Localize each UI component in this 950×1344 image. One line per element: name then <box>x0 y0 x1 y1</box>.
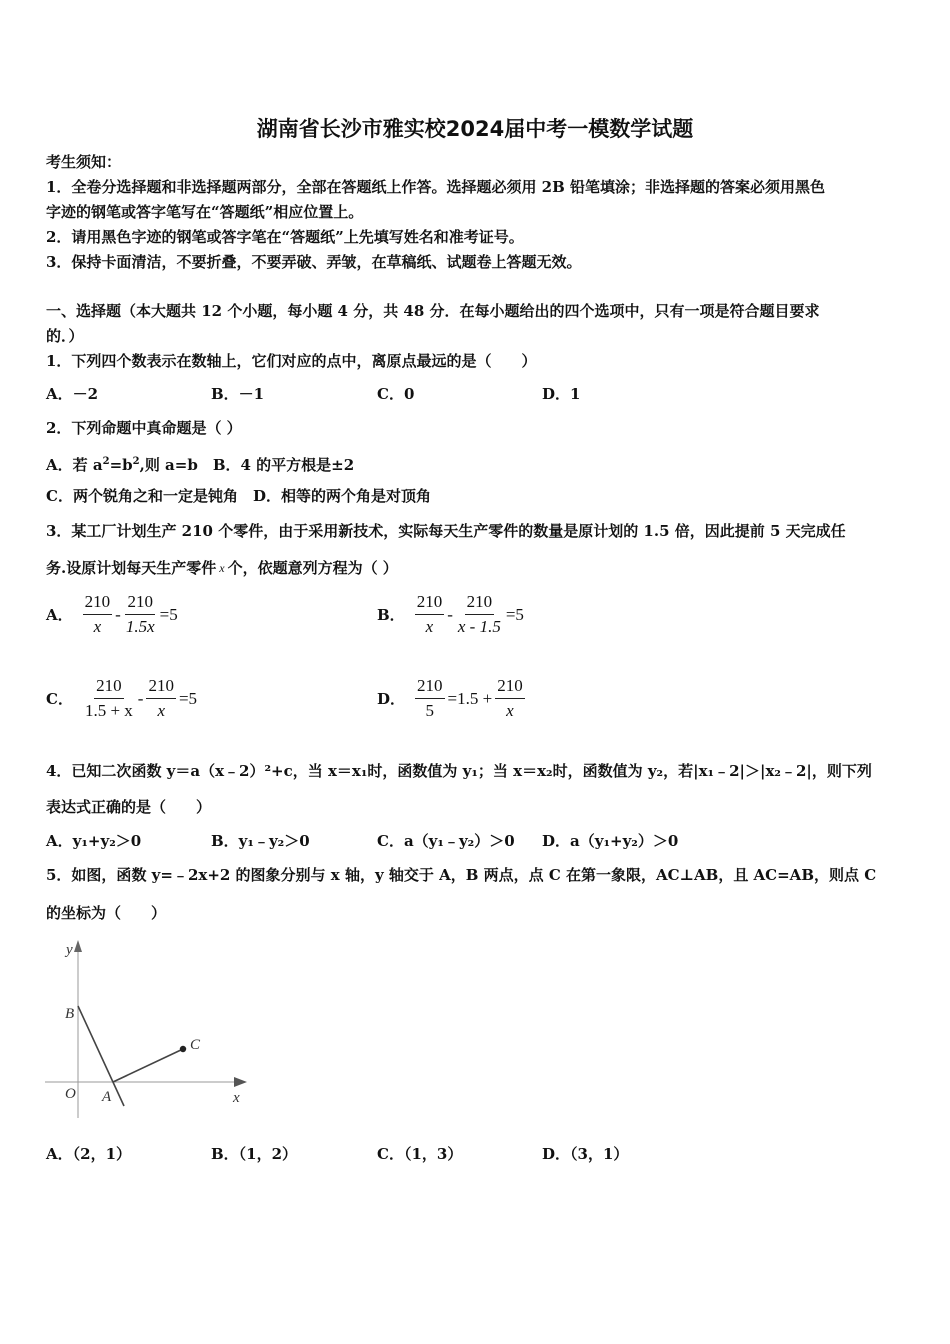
q3-option-a <box>46 592 181 637</box>
q3-d-fraction-2 <box>495 676 525 721</box>
q3-b-fraction-1 <box>415 592 445 637</box>
numerator: 210 <box>415 676 445 699</box>
q2-line-1 <box>46 452 354 475</box>
q4-option-d: D．a（y₁+y₂）＞0 <box>542 832 679 850</box>
point-a-label: A <box>102 1089 112 1105</box>
numerator: 210 <box>94 676 124 699</box>
x-axis-label: x <box>233 1090 240 1106</box>
q3-variable: x <box>219 561 225 575</box>
q3-a-label: A． <box>46 606 73 624</box>
denominator: x <box>425 617 434 636</box>
q3-a-fraction-1 <box>83 592 113 637</box>
q1-option-b: B．－1 <box>211 385 265 403</box>
segment-ac <box>113 1049 183 1082</box>
q3-option-b <box>377 592 527 637</box>
q5-option-b: B．（1，2） <box>211 1145 298 1163</box>
denominator: x <box>93 617 102 636</box>
denominator: x - 1.5 <box>457 617 501 636</box>
point-c-marker <box>180 1046 186 1052</box>
minus-sign: - <box>137 688 144 708</box>
numerator: 210 <box>465 592 495 615</box>
section-heading-b: 的．） <box>46 327 84 345</box>
y-axis-arrow-icon <box>74 940 82 952</box>
q2-sup-2: 2 <box>132 456 140 467</box>
q3-stem-b-pre: 务.设原计划每天生产零件 <box>46 559 217 577</box>
q5-graph <box>40 938 255 1128</box>
point-b-label: B <box>65 1006 75 1022</box>
notice-line-1a: 1．全卷分选择题和非选择题两部分，全部在答题纸上作答。选择题必须用 2B 铅笔填涂；非选择题的答案必须用黑色 <box>46 178 826 196</box>
q3-b-label: B． <box>377 606 405 624</box>
q3-option-d <box>377 676 525 721</box>
numerator: 210 <box>495 676 525 699</box>
q4-stem-b: 表达式正确的是（ ） <box>46 798 212 816</box>
q1-option-d: D．1 <box>542 385 581 403</box>
numerator: 210 <box>125 592 155 615</box>
line-ab <box>78 1006 124 1106</box>
q5-option-d: D．（3，1） <box>542 1145 629 1163</box>
notice-line-2: 2．请用黑色字迹的钢笔或答字笔在“答题纸”上先填写姓名和准考证号。 <box>46 228 524 246</box>
q5-option-a: A．（2，1） <box>46 1145 132 1163</box>
q2-line-2: C．两个锐角之和一定是钝角 D．相等的两个角是对顶角 <box>46 487 431 505</box>
q1-option-a: A．－2 <box>46 385 99 403</box>
notice-line-1b: 字迹的钢笔或答字笔写在“答题纸”相应位置上。 <box>46 203 364 221</box>
q3-c-label: C． <box>46 690 73 708</box>
q3-b-fraction-2 <box>456 592 503 637</box>
q3-d-fraction-1 <box>415 676 445 721</box>
page-title: 湖南省长沙市雅实校2024届中考一模数学试题 <box>256 117 694 141</box>
q1-stem: 1．下列四个数表示在数轴上，它们对应的点中，离原点最远的是（ ） <box>46 352 537 370</box>
q5-stem-b: 的坐标为（ ） <box>46 904 167 922</box>
x-axis-arrow-icon <box>234 1077 247 1087</box>
numerator: 210 <box>415 592 445 615</box>
q3-a-fraction-2 <box>124 592 157 637</box>
q4-stem-a: 4．已知二次函数 y＝a（x﹣2）²+c，当 x＝x₁时，函数值为 y₁；当 x＝x₂时，函数值为 y₂，若|x₁﹣2|＞|x₂﹣2|，则下列 <box>46 762 872 780</box>
notice-heading: 考生须知： <box>46 153 122 171</box>
minus-sign: - <box>447 604 453 624</box>
y-axis-label: y <box>66 942 73 958</box>
denominator: x <box>157 701 165 720</box>
q3-c-fraction-2 <box>146 676 176 721</box>
notice-line-3: 3．保持卡面清洁，不要折叠，不要弄破、弄皱，在草稿纸、试题卷上答题无效。 <box>46 253 582 271</box>
q2-opt-a-post: ,则 a=b B．4 的平方根是±2 <box>139 456 355 474</box>
q5-stem-a: 5．如图，函数 y=﹣2x+2 的图象分别与 x 轴，y 轴交于 A，B 两点，点 C 在第一象限，AC⊥AB，且 AC=AB，则点 C <box>46 866 877 884</box>
denominator: 1.5x <box>125 617 155 636</box>
numerator: 210 <box>83 592 113 615</box>
q5-option-c: C．（1，3） <box>377 1145 463 1163</box>
rhs: =5 <box>178 688 198 708</box>
rhs: =5 <box>159 604 178 624</box>
q2-sup-1: 2 <box>102 456 110 467</box>
q4-option-a: A．y₁+y₂＞0 <box>46 832 142 850</box>
origin-label: O <box>65 1086 76 1102</box>
q1-option-c: C．0 <box>377 385 415 403</box>
denominator: 5 <box>425 701 435 720</box>
denominator: x <box>506 701 514 720</box>
q3-stem-b <box>46 558 398 578</box>
q2-stem: 2．下列命题中真命题是（ ） <box>46 419 242 437</box>
q3-option-c <box>46 676 200 721</box>
q2-opt-a-pre: A．若 a <box>46 456 103 474</box>
numerator: 210 <box>146 676 176 699</box>
denominator: 1.5 + x <box>84 701 133 720</box>
q3-c-fraction-1 <box>83 676 135 721</box>
q3-d-label: D． <box>377 690 406 708</box>
q4-option-b: B．y₁﹣y₂＞0 <box>211 832 310 850</box>
minus-sign: - <box>115 604 121 624</box>
section-heading-a: 一、选择题（本大题共 12 个小题，每小题 4 分，共 48 分．在每小题给出的四个选项中，只有一项是符合题目要求 <box>46 302 820 320</box>
q3-stem-b-post: 个，依题意列方程为（ ） <box>227 559 398 577</box>
q3-stem-a: 3．某工厂计划生产 210 个零件，由于采用新技术，实际每天生产零件的数量是原计划的 1.5 倍，因此提前 5 天完成任 <box>46 522 846 540</box>
q4-option-c: C．a（y₁﹣y₂）＞0 <box>377 832 515 850</box>
rhs: =5 <box>505 604 524 624</box>
middle: =1.5 + <box>447 688 493 708</box>
point-c-label: C <box>190 1037 201 1053</box>
q2-opt-a-mid: =b <box>109 456 133 474</box>
